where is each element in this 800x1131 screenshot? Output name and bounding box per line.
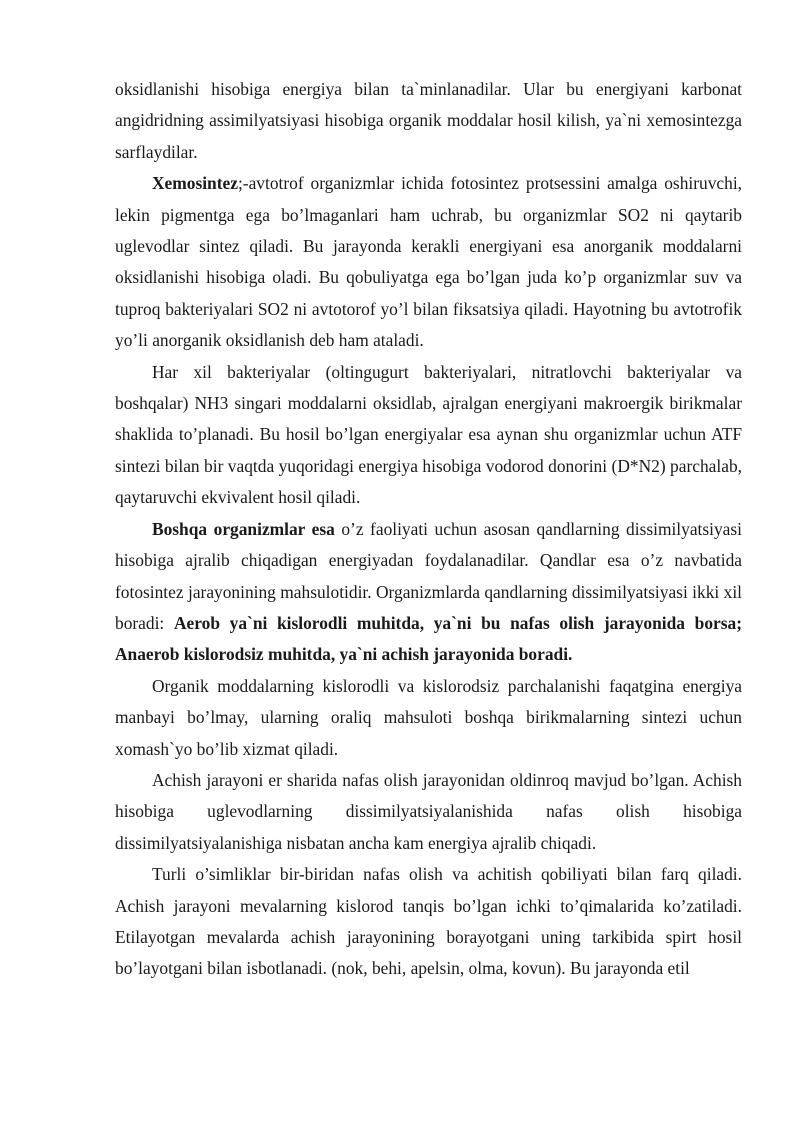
document-page <box>115 74 742 985</box>
paragraph-5 <box>115 671 742 765</box>
paragraph-2-text: ;-avtotrof organizmlar ichida fotosintez protsessini amalga oshiruvchi, lekin pigmentga ega bo’lmaganlari ham uchrab, bu organizmlar SO2 ni qaytarib uglevodlar sintez qiladi. Bu jarayonda kerakli energiyani esa anorganik moddalarni oksidlanishi hisobiga oladi. Bu qobuliyatga ega bo’lgan juda ko’p organizmlar suv va tuproq bakteriyalari SO2 ni avtotorof yo’l bilan fiksatsiya qiladi. Hayotning bu avtotrofik yo’li anorganik oksidlanish deb ham ataladi. <box>115 173 742 351</box>
paragraph-7 <box>115 859 742 985</box>
paragraph-4-text: o’z faoliyati uchun asosan qandlarning dissimilyatsiyasi hisobiga ajralib chiqadigan energiyadan foydalanadilar. Qandlar esa o’z navbatida fotosintez jarayonining mahsulotidir. Organizmlarda qandlarning dissimilyatsiyasi ikki xil boradi: <box>115 518 742 633</box>
paragraph-7-text: Turli o’simliklar bir-biridan nafas olish va achitish qobiliyati bilan farq qiladi. Achish jarayoni mevalarning kislorod tanqis bo’lgan ichki to’qimalarida ko’zatiladi. Etilayotgan mevalarda achish jarayonining borayotgani uning tarkibida spirt hosil bo’layotgani bilan isbotlanadi. (nok, behi, apelsin, olma, kovun). Bu jarayonda etil <box>115 864 742 979</box>
paragraph-4-lead: Boshqa organizmlar esa <box>152 518 335 539</box>
paragraph-3 <box>115 357 742 514</box>
paragraph-4-emphasis: Aerob ya`ni kislorodli muhitda, ya`ni bu nafas olish jarayonida borsa; Anaerob kislorodsiz muhitda, ya`ni achish jarayonida boradi. <box>115 612 743 665</box>
paragraph-1-text: oksidlanishi hisobiga energiya bilan ta`minlanadilar. Ular bu energiyani karbonat angidridning assimilyatsiyasi hisobiga organik moddalar hosil kilish, ya`ni xemosintezga sarflaydilar. <box>115 79 742 162</box>
paragraph-6-text: Achish jarayoni er sharida nafas olish jarayonidan oldinroq mavjud bo’lgan. Achish hisobiga uglevodlarning dissimilyatsiyalanishida nafas olish hisobiga dissimilyatsiyalanishiga nisbatan ancha kam energiya ajralib chiqadi. <box>115 769 742 853</box>
paragraph-1 <box>115 74 742 168</box>
paragraph-6 <box>115 765 742 859</box>
paragraph-4 <box>115 514 742 671</box>
term-xemosintez: Xemosintez <box>152 173 238 194</box>
paragraph-5-text: Organik moddalarning kislorodli va kislorodsiz parchalanishi faqatgina energiya manbayi bo’lmay, ularning oraliq mahsuloti boshqa birikmalarning sintezi uchun xomash`yo bo’lib xizmat qiladi. <box>115 675 742 759</box>
paragraph-2 <box>115 168 742 356</box>
paragraph-3-text: Har xil bakteriyalar (oltingugurt bakteriyalari, nitratlovchi bakteriyalar va boshqalar) NH3 singari moddalarni oksidlab, ajralgan energiyani makroergik birikmalar shaklida to’planadi. Bu hosil bo’lgan energiyalar esa aynan shu organizmlar uchun ATF sintezi bilan bir vaqtda yuqoridagi energiya hisobiga vodorod donorini (D*N2) parchalab, qaytaruvchi ekvivalent hosil qiladi. <box>115 361 742 508</box>
